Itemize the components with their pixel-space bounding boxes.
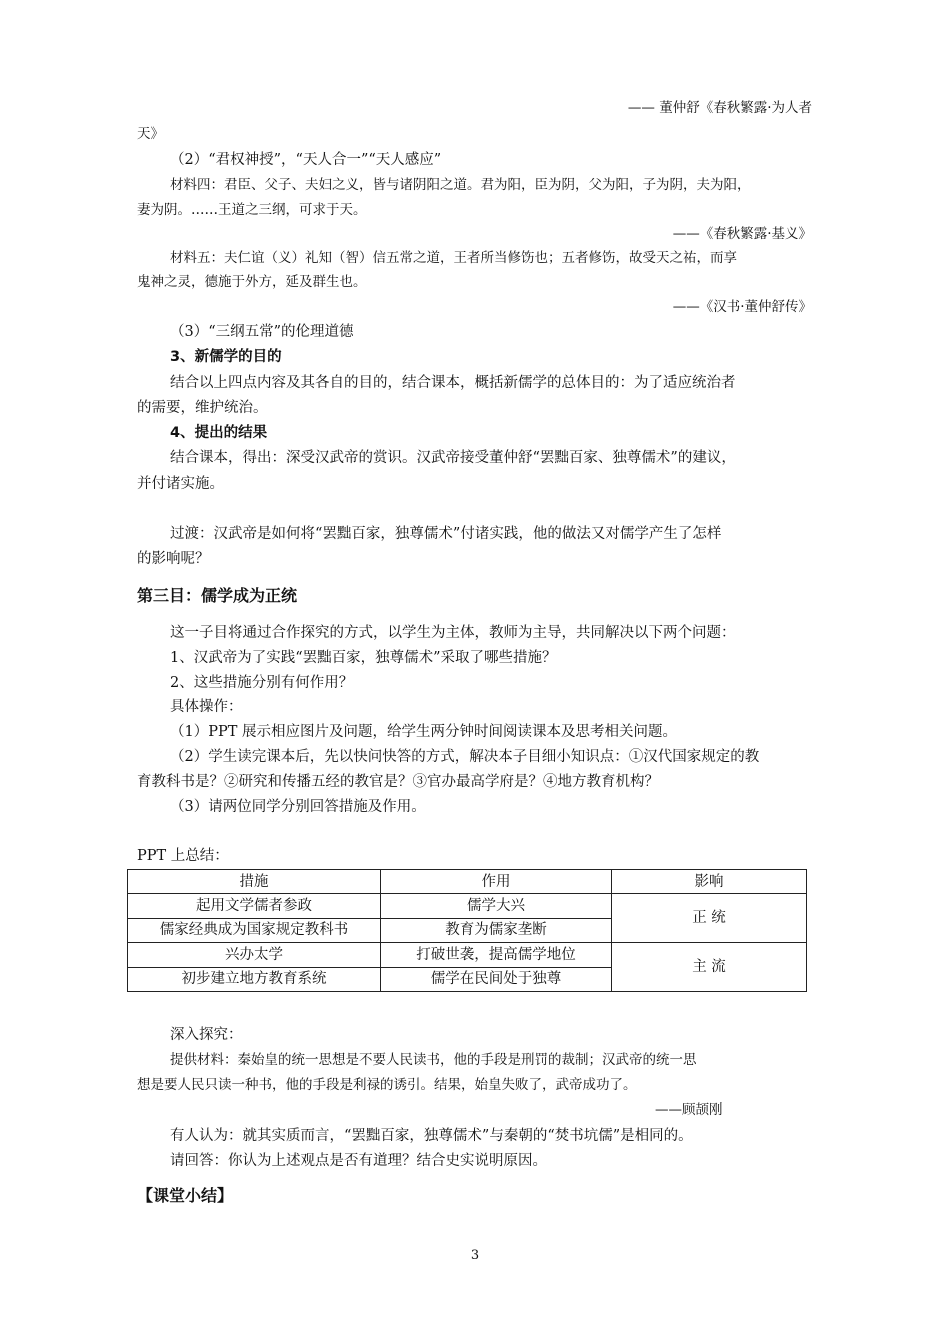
intro-line: 这一子目将通过合作探究的方式，以学生为主体，教师为主导，共同解决以下两个问题： bbox=[170, 625, 736, 641]
deep-inquiry-label: 深入探究： bbox=[170, 1027, 243, 1043]
header-measures: 措施 bbox=[128, 870, 381, 894]
purpose-line1: 结合以上四点内容及其各自的目的，结合课本，概括新儒学的总体目的：为了适应统治者 bbox=[170, 375, 736, 391]
table-row bbox=[128, 894, 807, 919]
table-cell: 教育为儒家垄断 bbox=[381, 918, 612, 943]
operation-3: （3）请两位同学分别回答措施及作用。 bbox=[170, 799, 426, 815]
transition-line1: 过渡：汉武帝是如何将“罢黜百家，独尊儒术”付诸实践，他的做法又对儒学产生了怎样 bbox=[170, 526, 722, 542]
result-line1: 结合课本，得出：深受汉武帝的赏识。汉武帝接受董仲舒“罢黜百家、独尊儒术”的建议， bbox=[170, 450, 736, 466]
material-5-line1: 材料五：夫仁谊（义）礼知（智）信五常之道，王者所当修饬也；五者修饬，故受天之祐，而享 bbox=[170, 250, 737, 266]
transition-line2: 的影响呢？ bbox=[137, 551, 210, 567]
table-header-row bbox=[128, 870, 807, 894]
table-cell: 初步建立地方教育系统 bbox=[128, 967, 381, 992]
operation-1: （1）PPT 展示相应图片及问题，给学生两分钟时间阅读课本及思考相关问题。 bbox=[170, 724, 678, 740]
table-row bbox=[128, 943, 807, 968]
material-4-line2: 妻为阴。……王道之三纲，可求于天。 bbox=[137, 202, 367, 218]
result-line2: 并付诸实施。 bbox=[137, 476, 224, 492]
point-2: （2）“君权神授”，“天人合一”“天人感应” bbox=[170, 152, 442, 168]
operation-heading: 具体操作： bbox=[170, 699, 243, 715]
citation-hanshu: ——《汉书·董仲舒传》 bbox=[672, 299, 812, 315]
heading-result: 4、提出的结果 bbox=[170, 425, 268, 441]
table-cell: 儒学大兴 bbox=[381, 894, 612, 919]
header-influence: 影响 bbox=[612, 870, 807, 894]
question-1: 1、汉武帝为了实践“罢黜百家，独尊儒术”采取了哪些措施？ bbox=[170, 650, 557, 666]
citation-dong-zhongshu: —— 董仲舒《春秋繁露·为人者 bbox=[627, 100, 812, 116]
operation-2-line2: 育教科书是？②研究和传播五经的教官是？③官办最高学府是？④地方教育机构？ bbox=[137, 774, 659, 790]
provided-material-line2: 想是要人民只读一种书，他的手段是利禄的诱引。结果，始皇失败了，武帝成功了。 bbox=[137, 1077, 637, 1093]
citation-jiyi: ——《春秋繁露·基义》 bbox=[672, 226, 812, 242]
section-3-heading: 第三目：儒学成为正统 bbox=[137, 586, 298, 605]
question-2: 2、这些措施分别有何作用？ bbox=[170, 675, 354, 691]
page-number: 3 bbox=[470, 1248, 480, 1263]
provided-material-line1: 提供材料：秦始皇的统一思想是不要人民读书，他的手段是刑罚的裁制；汉武帝的统一思 bbox=[170, 1052, 697, 1068]
material-4-line1: 材料四：君臣、父子、夫妇之义，皆与诸阴阳之道。君为阳，臣为阴，父为阳，子为阴，夫为阳， bbox=[170, 177, 751, 193]
summary-table bbox=[127, 869, 807, 992]
citation-continued: 天》 bbox=[137, 126, 164, 142]
header-effect: 作用 bbox=[381, 870, 612, 894]
influence-cell: 正 统 bbox=[612, 894, 807, 943]
point-3: （3）“三纲五常”的伦理道德 bbox=[170, 324, 354, 340]
table-cell: 起用文学儒者参政 bbox=[128, 894, 381, 919]
purpose-line2: 的需要，维护统治。 bbox=[137, 400, 268, 416]
material-5-line2: 鬼神之灵，德施于外方，延及群生也。 bbox=[137, 274, 367, 290]
table-cell: 兴办太学 bbox=[128, 943, 381, 968]
influence-cell: 主 流 bbox=[612, 943, 807, 992]
citation-gu-jiegang: ——顾颉刚 bbox=[655, 1102, 723, 1118]
operation-2-line1: （2）学生读完课本后，先以快问快答的方式，解决本子目细小知识点：①汉代国家规定的教 bbox=[170, 749, 760, 765]
table-cell: 儒家经典成为国家规定教科书 bbox=[128, 918, 381, 943]
table-cell: 打破世袭，提高儒学地位 bbox=[381, 943, 612, 968]
class-summary-heading: 【课堂小结】 bbox=[137, 1186, 234, 1205]
ppt-summary-label: PPT 上总结： bbox=[137, 848, 229, 864]
question-line: 请回答：你认为上述观点是否有道理？结合史实说明原因。 bbox=[170, 1153, 547, 1169]
heading-purpose: 3、新儒学的目的 bbox=[170, 349, 282, 365]
viewpoint-line: 有人认为：就其实质而言，“罢黜百家，独尊儒术”与秦朝的“焚书坑儒”是相同的。 bbox=[170, 1128, 693, 1144]
table-cell: 儒学在民间处于独尊 bbox=[381, 967, 612, 992]
